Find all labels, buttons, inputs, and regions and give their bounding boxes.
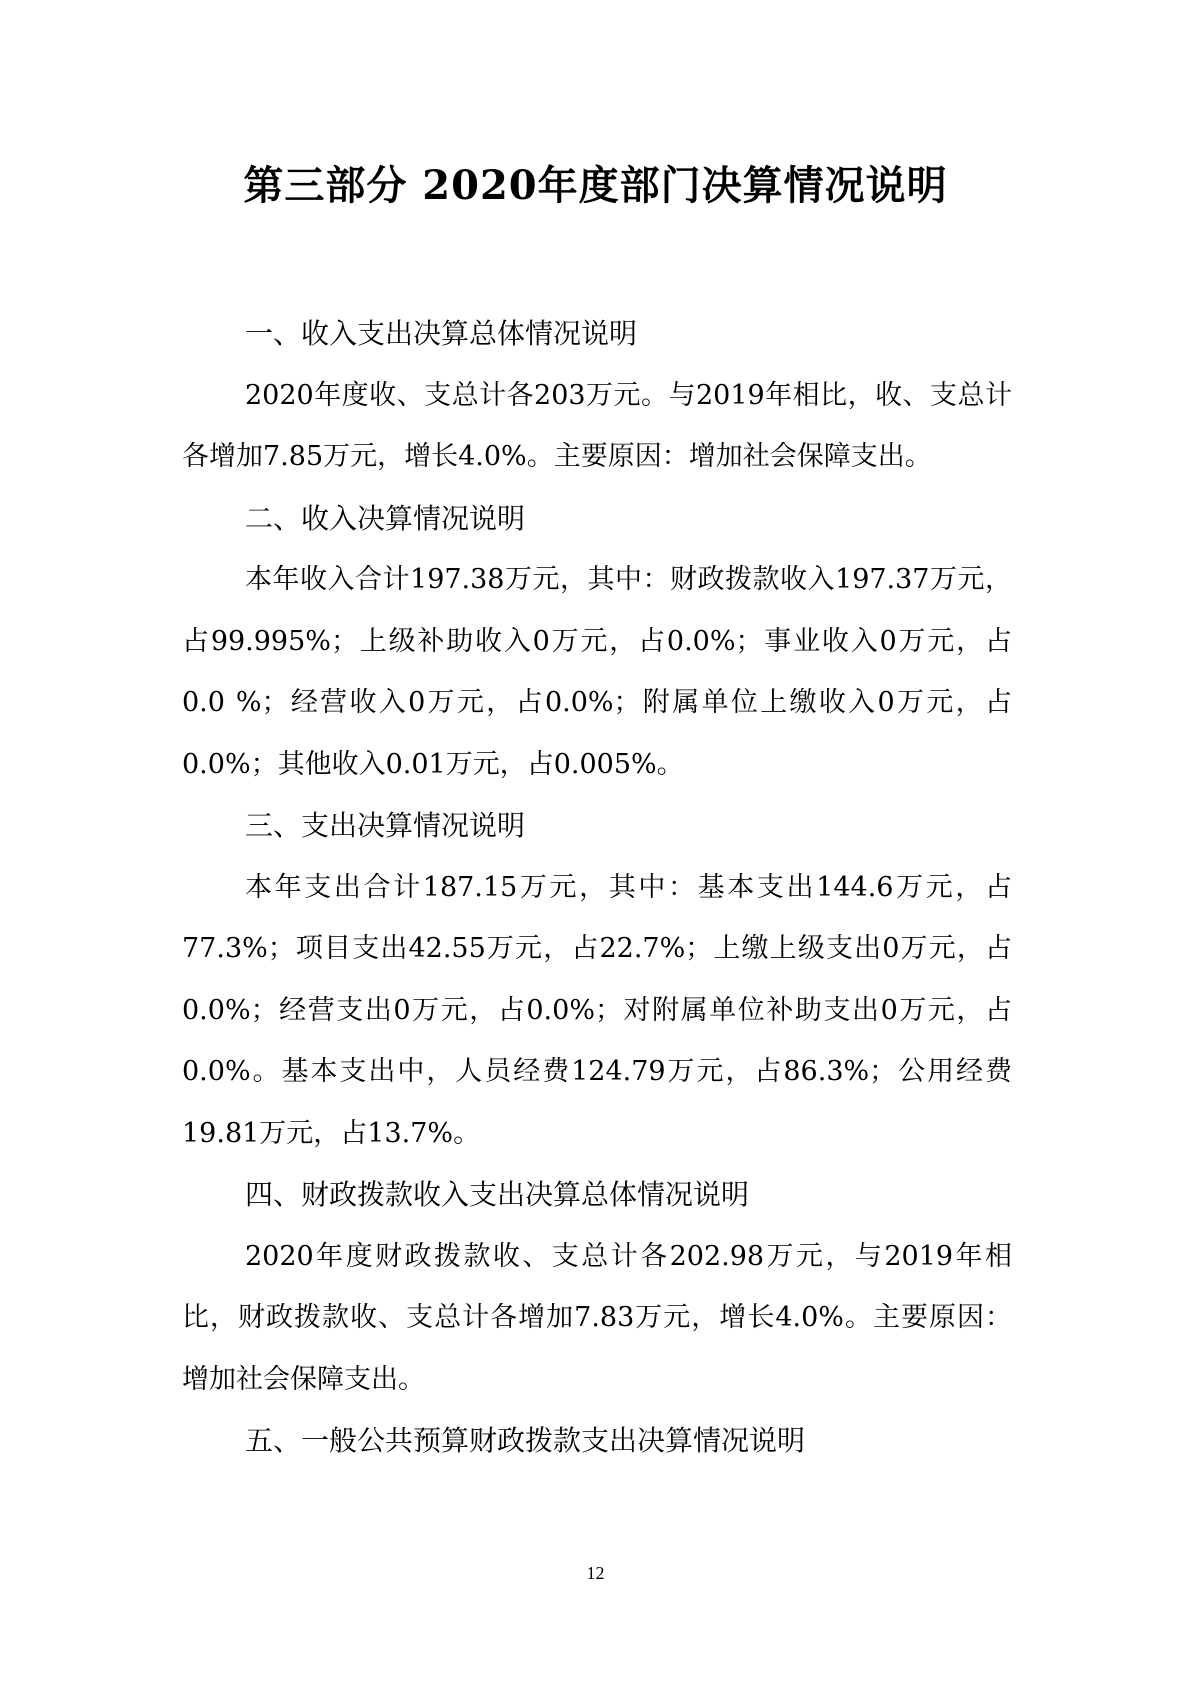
section-heading-5: 五、一般公共预算财政拨款支出决算情况说明 — [245, 1424, 806, 1457]
section-heading-3: 三、支出决算情况说明 — [245, 809, 526, 842]
section-heading-1: 一、收入支出决算总体情况说明 — [245, 317, 638, 350]
page-number: 12 — [586, 1563, 605, 1583]
page-title: 第三部分 2020年度部门决算情况说明 — [243, 162, 948, 209]
section-heading-4: 四、财政拨款收入支出决算总体情况说明 — [245, 1178, 750, 1211]
section-body-2: 本年收入合计197.38万元，其中：财政拨款收入197.37万元，占99.995%；上级补助收入0万元，占0.0%；事业收入0万元，占0.0 %；经营收入0万元，占0.0%；附属单位上缴收入0万元，占0.0%；其他收入0.01万元，占0.005%。 — [182, 564, 1012, 780]
document-body — [182, 303, 1012, 1472]
section-body-4: 2020年度财政拨款收、支总计各202.98万元，与2019年相比，财政拨款收、支总计各增加7.83万元，增长4.0%。主要原因：增加社会保障支出。 — [182, 1240, 1012, 1395]
section-body-1: 2020年度收、支总计各203万元。与2019年相比，收、支总计各增加7.85万元，增长4.0%。主要原因：增加社会保障支出。 — [182, 379, 1012, 472]
section-body-3: 本年支出合计187.15万元，其中：基本支出144.6万元，占77.3%；项目支出42.55万元，占22.7%；上缴上级支出0万元，占0.0%；经营支出0万元，占0.0%；对附属单位补助支出0万元，占0.0%。基本支出中，人员经费124.79万元，占86.3%；公用经费19.81万元，占13.7%。 — [182, 871, 1012, 1149]
section-heading-2: 二、收入决算情况说明 — [245, 501, 526, 535]
